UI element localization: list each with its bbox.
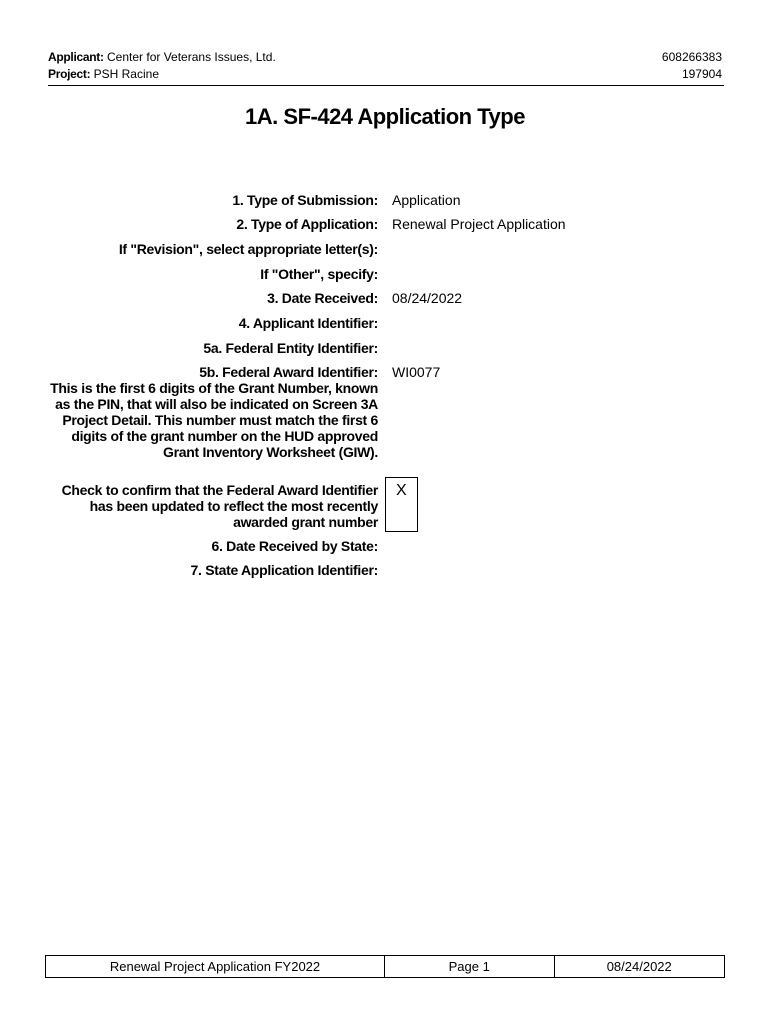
header-id-bottom: 197904 — [681, 67, 722, 81]
footer-date: 08/24/2022 — [606, 959, 672, 974]
field-label: 5a. Federal Entity Identifier: — [203, 340, 378, 356]
project-label: Project: — [48, 67, 91, 81]
page-title: 1A. SF-424 Application Type — [245, 104, 525, 129]
field-label: 5b. Federal Award Identifier: — [199, 364, 378, 380]
field-label: 7. State Application Identifier: — [190, 562, 378, 578]
confirm-award-checkbox[interactable] — [385, 477, 418, 532]
field-label: If "Other", specify: — [260, 266, 378, 282]
applicant-line — [48, 49, 276, 66]
header-right — [662, 49, 722, 83]
field-value: Application — [392, 192, 461, 208]
field-label: 6. Date Received by State: — [211, 538, 378, 554]
field-label: If "Revision", select appropriate letter(s): — [118, 241, 378, 257]
project-value: PSH Racine — [93, 67, 159, 81]
project-line — [48, 66, 276, 83]
field-label: 2. Type of Application: — [236, 216, 378, 232]
field-label: Check to confirm that the Federal Award Identifier has been updated to reflect the most recently awarded grant number — [61, 482, 378, 530]
footer-application-name: Renewal Project Application FY2022 — [46, 956, 385, 977]
field-note: This is the first 6 digits of the Grant Number, known as the PIN, that will also be indicated on Screen 3A Project Detail. This number must match the first 6 digits of the grant number on the HUD approved Grant Inventory Worksheet (GIW). — [50, 380, 378, 460]
field-label: 3. Date Received: — [267, 290, 378, 306]
field-value: Renewal Project Application — [392, 216, 566, 232]
checkbox-mark: X — [396, 482, 407, 499]
field-label: 1. Type of Submission: — [232, 192, 378, 208]
header-left — [48, 49, 276, 83]
page-footer — [45, 955, 725, 978]
field-label: 4. Applicant Identifier: — [238, 315, 378, 331]
header-id-top: 608266383 — [661, 50, 722, 64]
field-value: WI0077 — [392, 364, 441, 380]
page-header — [48, 49, 724, 86]
applicant-value: Center for Veterans Issues, Ltd. — [107, 50, 276, 64]
footer-page-number: Page 1 — [385, 956, 555, 977]
field-value: 08/24/2022 — [392, 290, 463, 306]
applicant-label: Applicant: — [48, 50, 104, 64]
